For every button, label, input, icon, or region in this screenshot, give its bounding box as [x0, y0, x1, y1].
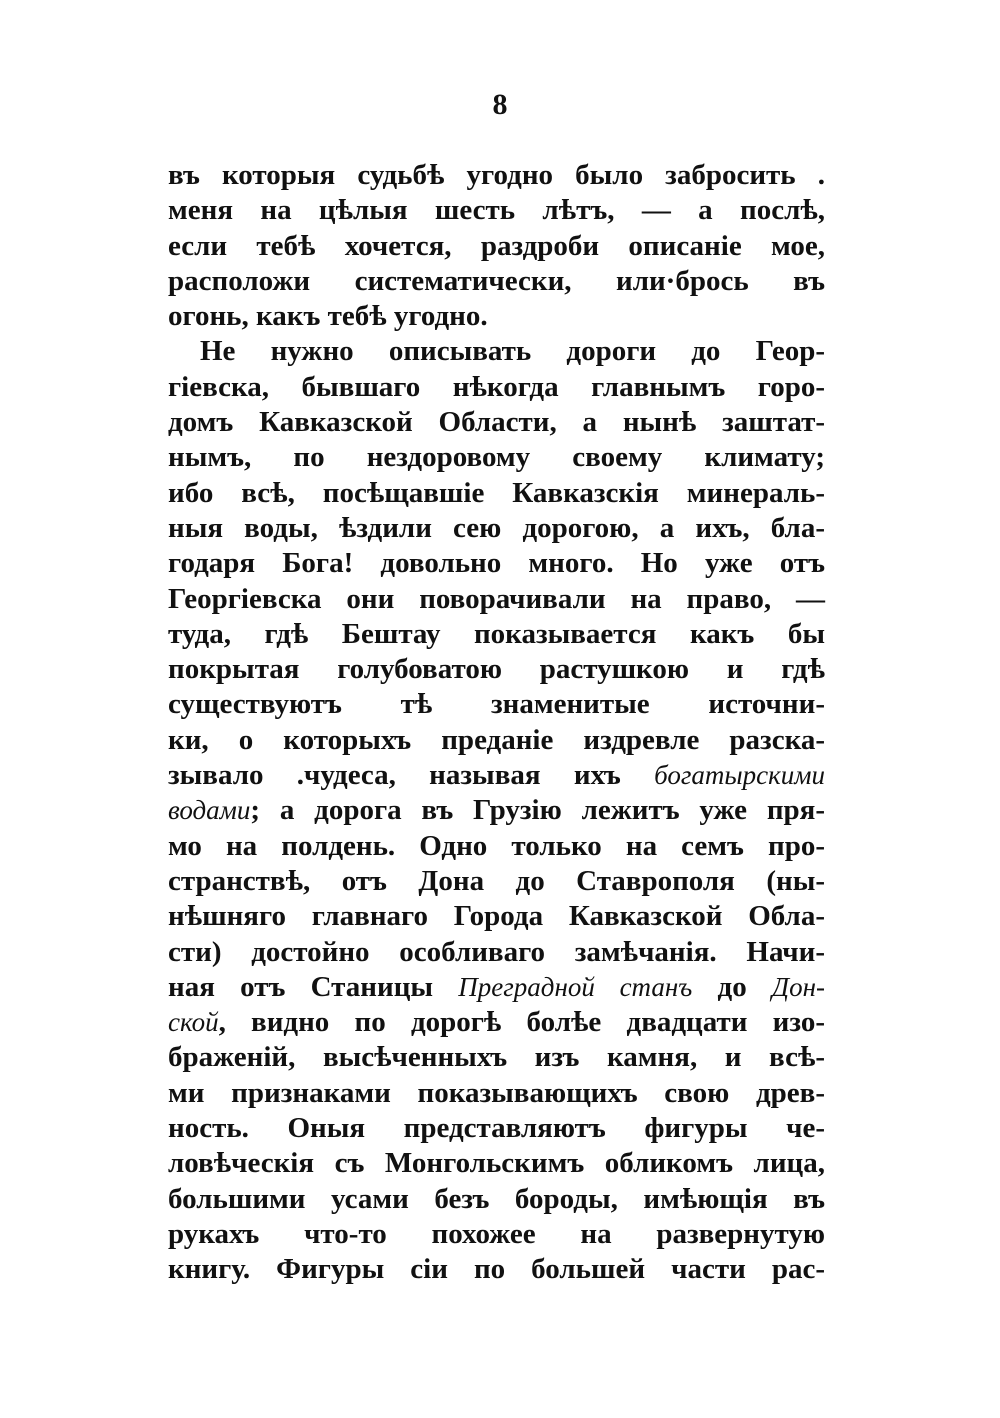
- text-line: [168, 582, 825, 617]
- text-line: [168, 405, 825, 440]
- text-line: [168, 687, 825, 722]
- text-segment: расположи систематически, или·брось въ: [168, 264, 825, 297]
- text-segment: туда, гдѣ Бештау показывается какъ бы: [168, 617, 825, 650]
- text-segment: нымъ, по нездоровому своему климату;: [168, 441, 825, 474]
- text-segment: въ которыя судьбѣ угодно было забросить .: [168, 159, 825, 191]
- text-segment: огонь, какъ тебѣ угодно.: [168, 300, 488, 333]
- text-segment: годаря Бога! довольно много. Но уже отъ: [168, 547, 825, 580]
- text-line: [168, 193, 825, 228]
- text-line: [168, 1182, 825, 1217]
- text-segment: ныя воды, ѣздили сею дорогою, а ихъ, бла-: [168, 511, 825, 544]
- text-segment: ловѣческія съ Монгольскимъ обликомъ лица,: [168, 1147, 825, 1180]
- text-segment: странствѣ, отъ Дона до Ставрополя (ны-: [168, 864, 825, 897]
- text-segment: ; а дорога въ Грузію лежитъ уже пря-: [250, 794, 825, 827]
- text-segment: если тебѣ хочется, раздроби описаніе мое,: [168, 229, 825, 262]
- page-number: 8: [492, 88, 508, 121]
- text-line: [168, 229, 825, 264]
- italic-text: Преградной станъ: [458, 971, 693, 1002]
- text-line: [168, 793, 825, 828]
- text-line: [168, 264, 825, 299]
- text-segment: до: [692, 970, 772, 1003]
- text-line: [168, 1252, 825, 1287]
- text-line: [168, 899, 825, 934]
- text-segment: домъ Кавказской Области, а нынѣ заштат-: [168, 406, 825, 439]
- text-segment: Георгіевска они поворачивали на право, —: [168, 582, 825, 615]
- text-line: [168, 935, 825, 970]
- text-line: [168, 1111, 825, 1146]
- text-segment: нѣшняго главнаго Города Кавказской Обла-: [168, 900, 825, 933]
- text-line: [168, 1076, 825, 1111]
- text-line: [168, 1146, 825, 1181]
- text-segment: меня на цѣлыя шесть лѣтъ, — а послѣ,: [168, 194, 825, 227]
- text-line: [168, 652, 825, 687]
- text-line: [168, 758, 825, 793]
- text-segment: ная отъ Станицы: [168, 970, 459, 1003]
- text-line: [168, 1217, 825, 1252]
- text-line: [168, 723, 825, 758]
- text-segment: зывало .чудеса, называя ихъ: [168, 759, 655, 792]
- text-line: [168, 1005, 825, 1040]
- text-segment: ность. Оныя представляютъ фигуры че-: [168, 1112, 825, 1145]
- text-line: [168, 1040, 825, 1075]
- text-line: [168, 440, 825, 475]
- text-segment: большими усами безъ бороды, имѣющія въ: [168, 1182, 825, 1215]
- text-segment: покрытая голубоватою растушкою и гдѣ: [168, 653, 825, 686]
- text-line: [168, 829, 825, 864]
- text-segment: существуютъ тѣ знаменитые источни-: [168, 688, 825, 721]
- text-line: [168, 511, 825, 546]
- text-line: [168, 546, 825, 581]
- italic-text: богатырскими: [654, 760, 825, 791]
- italic-text: водами: [168, 795, 251, 826]
- text-line: [168, 864, 825, 899]
- text-line: [168, 158, 825, 193]
- italic-text: Дон-: [771, 971, 825, 1002]
- text-line: [168, 476, 825, 511]
- text-segment: книгу. Фигуры сіи по большей части рас-: [168, 1253, 825, 1286]
- text-segment: мо на полдень. Одно только на семъ про-: [168, 829, 825, 862]
- text-segment: сти) достойно особливаго замѣчанія. Начи-: [168, 935, 825, 968]
- text-line: [168, 617, 825, 652]
- text-segment: ки, о которыхъ преданіе издревле разска-: [168, 723, 825, 756]
- text-segment: , видно по дорогѣ болѣе двадцати изо-: [218, 1006, 825, 1039]
- text-segment: гіевска, бывшаго нѣкогда главнымъ горо-: [168, 370, 825, 403]
- text-line: [168, 299, 825, 334]
- text-segment: рукахъ что-то похожее на развернутую: [168, 1217, 825, 1250]
- text-line: [168, 970, 825, 1005]
- text-segment: браженій, высѣченныхъ изъ камня, и всѣ-: [168, 1041, 825, 1074]
- italic-text: ской: [168, 1007, 219, 1038]
- text-line: [168, 334, 825, 369]
- text-segment: Не нужно описывать дороги до Геор-: [200, 335, 825, 368]
- text-line: [168, 370, 825, 405]
- text-segment: ибо всѣ, посѣщавшіе Кавказскія минераль-: [168, 476, 825, 509]
- body-text: [168, 158, 825, 1288]
- text-segment: ми признаками показывающихъ свою древ-: [168, 1076, 825, 1109]
